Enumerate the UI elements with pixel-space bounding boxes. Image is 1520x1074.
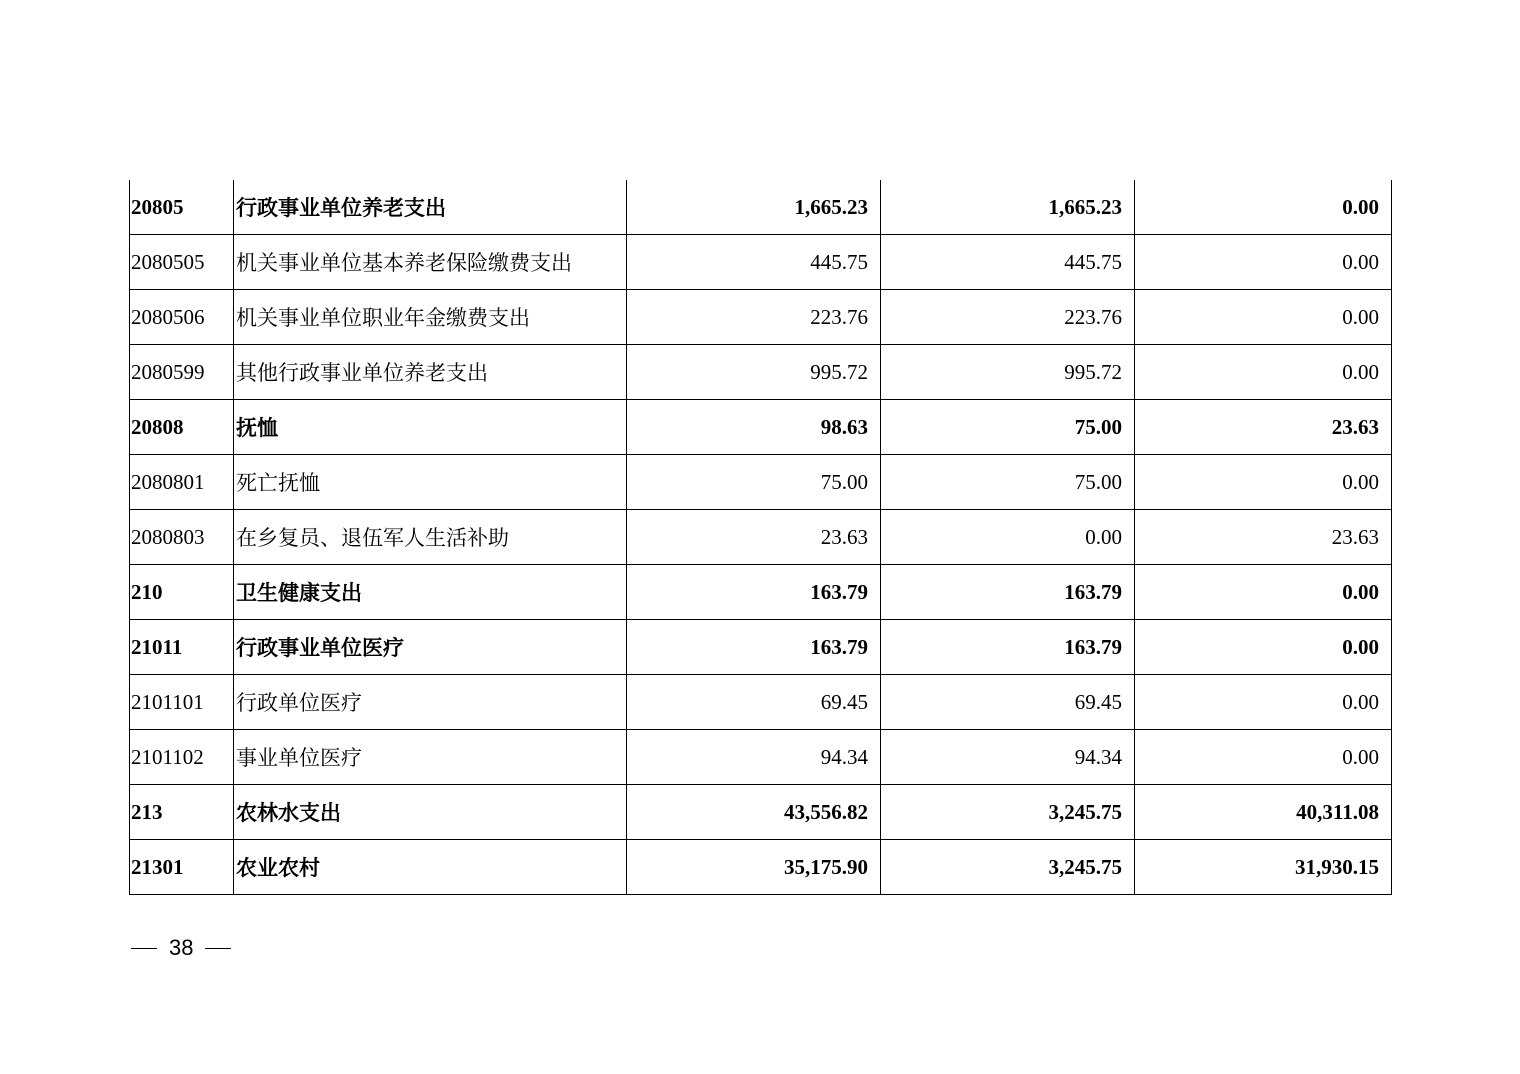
row-name: 事业单位医疗 [234,730,627,785]
row-code: 2101102 [130,730,234,785]
row-name: 农业农村 [234,840,627,895]
row-name: 在乡复员、退伍军人生活补助 [234,510,627,565]
row-basic: 94.34 [881,730,1135,785]
page-number: 38 [169,935,194,960]
table-row [130,620,1392,675]
table-row [130,290,1392,345]
row-total: 163.79 [627,565,881,620]
table-row [130,400,1392,455]
row-code: 2080599 [130,345,234,400]
row-basic: 995.72 [881,345,1135,400]
table-row [130,675,1392,730]
row-project: 0.00 [1135,565,1392,620]
row-code: 20808 [130,400,234,455]
row-basic: 69.45 [881,675,1135,730]
row-basic: 0.00 [881,510,1135,565]
budget-expenditure-table [129,180,1392,895]
row-total: 43,556.82 [627,785,881,840]
row-name: 机关事业单位职业年金缴费支出 [234,290,627,345]
row-name: 抚恤 [234,400,627,455]
row-total: 223.76 [627,290,881,345]
table-row [130,785,1392,840]
row-basic: 75.00 [881,400,1135,455]
row-code: 213 [130,785,234,840]
row-total: 1,665.23 [627,180,881,235]
table-row [130,510,1392,565]
row-project: 0.00 [1135,290,1392,345]
row-project: 23.63 [1135,510,1392,565]
row-code: 20805 [130,180,234,235]
row-basic: 163.79 [881,565,1135,620]
row-project: 23.63 [1135,400,1392,455]
row-total: 35,175.90 [627,840,881,895]
row-code: 2080505 [130,235,234,290]
row-total: 94.34 [627,730,881,785]
row-project: 0.00 [1135,345,1392,400]
row-total: 75.00 [627,455,881,510]
row-project: 0.00 [1135,235,1392,290]
row-project: 0.00 [1135,620,1392,675]
table-body [130,180,1392,895]
row-name: 死亡抚恤 [234,455,627,510]
table-row [130,840,1392,895]
row-total: 23.63 [627,510,881,565]
row-code: 2080506 [130,290,234,345]
row-project: 40,311.08 [1135,785,1392,840]
row-total: 445.75 [627,235,881,290]
row-name: 其他行政事业单位养老支出 [234,345,627,400]
row-code: 21301 [130,840,234,895]
row-project: 31,930.15 [1135,840,1392,895]
row-total: 995.72 [627,345,881,400]
row-basic: 75.00 [881,455,1135,510]
row-name: 卫生健康支出 [234,565,627,620]
table-row [130,565,1392,620]
left-dash [131,948,157,949]
row-project: 0.00 [1135,455,1392,510]
row-code: 2080803 [130,510,234,565]
right-dash [205,948,231,949]
row-code: 2101101 [130,675,234,730]
row-project: 0.00 [1135,730,1392,785]
table-row [130,180,1392,235]
row-name: 机关事业单位基本养老保险缴费支出 [234,235,627,290]
row-project: 0.00 [1135,675,1392,730]
table-row [130,345,1392,400]
row-basic: 163.79 [881,620,1135,675]
row-name: 农林水支出 [234,785,627,840]
row-basic: 445.75 [881,235,1135,290]
row-name: 行政事业单位医疗 [234,620,627,675]
row-code: 210 [130,565,234,620]
row-total: 69.45 [627,675,881,730]
row-basic: 3,245.75 [881,785,1135,840]
row-total: 163.79 [627,620,881,675]
row-name: 行政事业单位养老支出 [234,180,627,235]
table-row [130,730,1392,785]
row-name: 行政单位医疗 [234,675,627,730]
row-code: 21011 [130,620,234,675]
row-basic: 223.76 [881,290,1135,345]
row-basic: 1,665.23 [881,180,1135,235]
table-row [130,235,1392,290]
row-project: 0.00 [1135,180,1392,235]
row-total: 98.63 [627,400,881,455]
table-row [130,455,1392,510]
row-code: 2080801 [130,455,234,510]
row-basic: 3,245.75 [881,840,1135,895]
page-footer [131,932,231,964]
